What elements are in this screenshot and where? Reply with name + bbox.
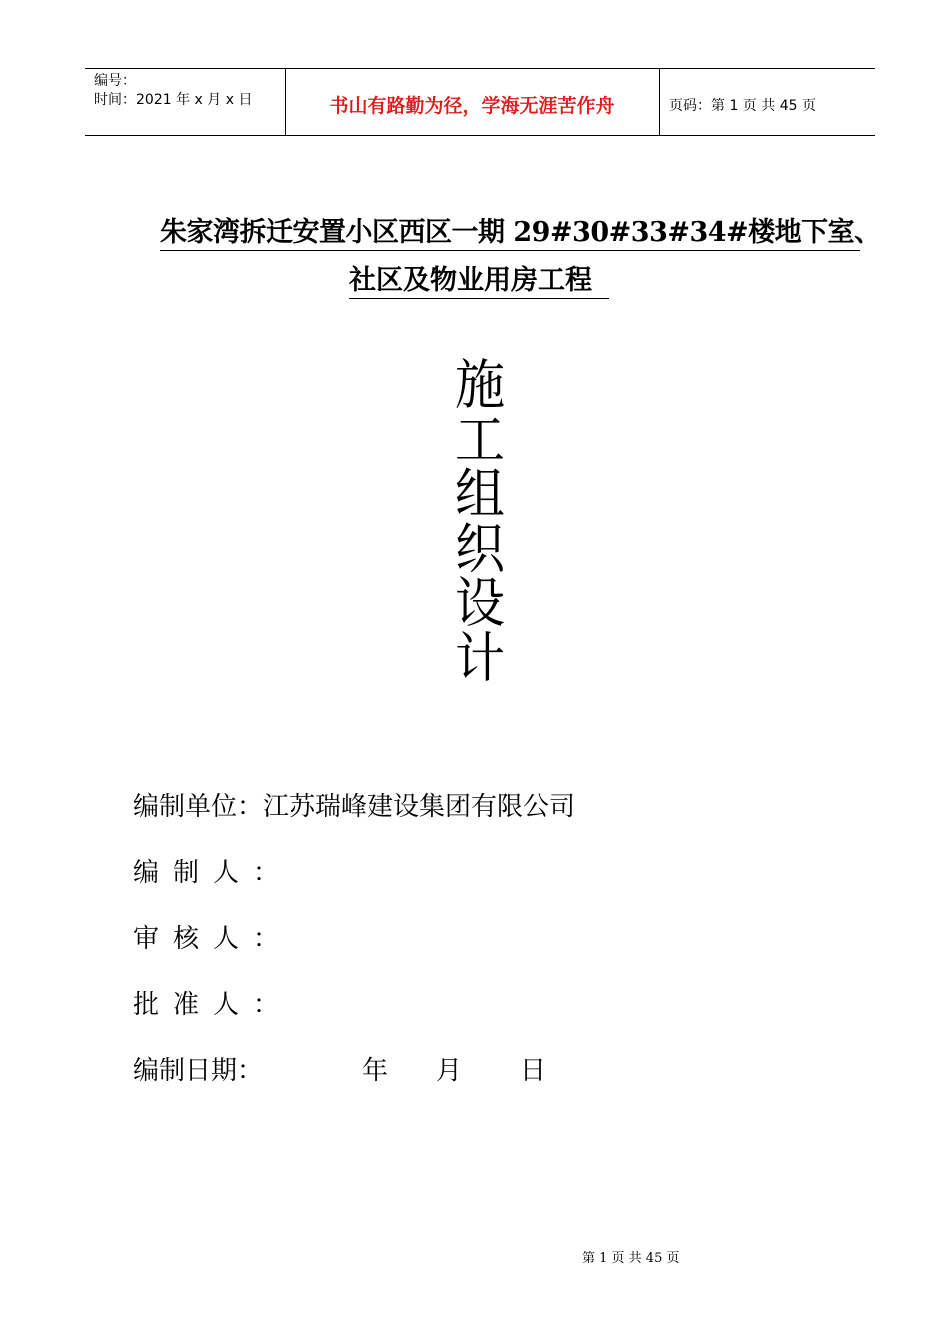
date-year-label: 年 [362, 1056, 389, 1086]
header-motto: 书山有路勤为径，学海无涯苦作舟 [329, 95, 615, 117]
document-type-title [448, 353, 512, 689]
header-page-info: 页码：第 1 页 共 45 页 [669, 98, 816, 114]
header-page-cell [659, 69, 875, 135]
document-code-label: 编号： [94, 73, 136, 89]
document-type-char: 工 [455, 408, 505, 471]
document-type-char: 施 [455, 353, 505, 417]
document-type-char: 设 [455, 571, 505, 635]
document-type-char: 计 [455, 626, 505, 689]
footer-page-number: 第 1 页 共 45 页 [582, 1251, 680, 1266]
project-title-line-2: 社区及物业用房工程 [349, 264, 609, 299]
project-title-line-1: 朱家湾拆迁安置小区西区一期 29#30#33#34#楼地下室、 [160, 216, 860, 251]
reviewer-label: 审核人： [133, 924, 294, 954]
date-day-label: 日 [520, 1056, 547, 1086]
compiling-unit: 编制单位：江苏瑞峰建设集团有限公司 [133, 792, 576, 822]
compile-date-label: 编制日期： [133, 1056, 264, 1086]
header-meta-cell [85, 69, 286, 135]
document-time-label: 时间：2021 年 x 月 x 日 [94, 92, 253, 108]
date-month-label: 月 [436, 1056, 463, 1086]
document-type-char: 织 [455, 517, 505, 580]
header-motto-cell [285, 69, 660, 135]
approver-label: 批准人： [133, 990, 294, 1020]
page-header [85, 68, 875, 136]
editor-label: 编制人： [133, 858, 294, 888]
document-type-char: 组 [455, 462, 505, 526]
